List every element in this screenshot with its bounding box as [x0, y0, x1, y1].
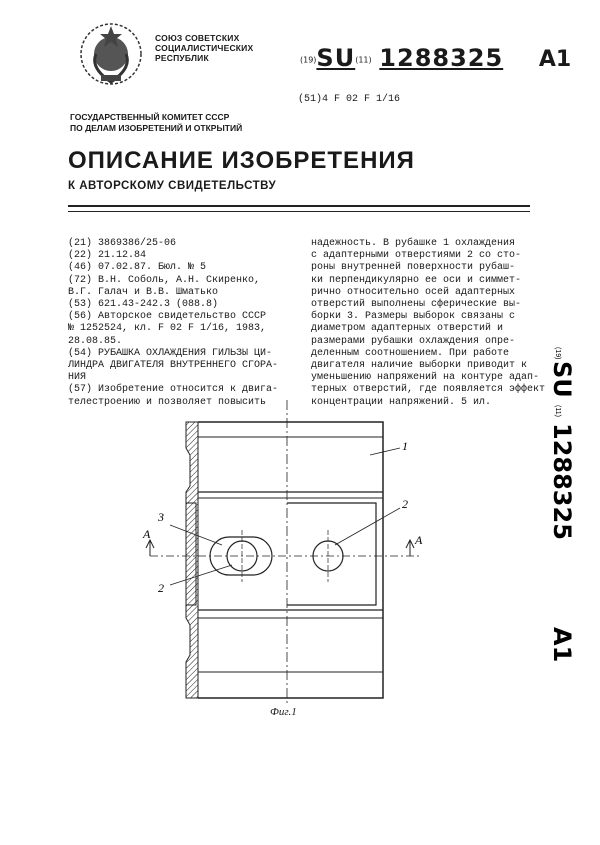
abstract-line: с адаптерными отверстиями 2 со сто-	[311, 250, 522, 262]
abstract-line: ки перпендикулярно ее оси и симмет-	[311, 274, 522, 286]
abstract-line: отверстий выполнены сферические вы-	[311, 299, 522, 311]
divider	[68, 205, 530, 207]
committee-name	[70, 112, 242, 134]
ipc-class: (51)4 F 02 F 1/16	[298, 94, 401, 105]
biblio-line: (22) 21.12.84	[68, 250, 147, 262]
figure-1-drawing	[135, 400, 435, 730]
biblio-line: ЛИНДРА ДВИГАТЕЛЯ ВНУТРЕННЕГО СГОРА-	[68, 360, 279, 372]
side-code-11: (11)	[554, 405, 561, 417]
union-line: СОЮЗ СОВЕТСКИХ	[155, 33, 240, 43]
abstract-line: концентрации напряжений. 5 ил.	[311, 396, 492, 408]
side-country: SU	[548, 361, 576, 398]
abstract-line: терных отверстий, где появляется эффект	[311, 384, 546, 396]
side-kind: A1	[548, 627, 576, 663]
biblio-line: (56) Авторское свидетельство СССР	[68, 311, 267, 323]
biblio-line: (53) 621.43-242.3 (088.8)	[68, 299, 219, 311]
abstract-line: надежность. В рубашке 1 охлаждения	[311, 238, 516, 249]
union-name	[155, 33, 253, 63]
biblio-line: (46) 07.02.87. Бюл. № 5	[68, 262, 207, 274]
figure-caption: Фиг.1	[270, 706, 297, 718]
committee-line: ПО ДЕЛАМ ИЗОБРЕТЕНИЙ И ОТКРЫТИЙ	[70, 123, 243, 133]
abstract-line: уменьшению напряжений на контуре адап-	[311, 372, 540, 384]
biblio-line: 28.08.85.	[68, 335, 123, 347]
jacket-outline	[198, 422, 383, 698]
abstract-line: размерами рубашки охлаждения опре-	[311, 335, 516, 347]
abstract-text	[311, 238, 546, 409]
label-part-2-right: 2	[402, 497, 408, 511]
biblio-line: (57) Изобретение относится к двига-	[68, 384, 279, 396]
abstract-line: диаметром адаптерных отверстий и	[311, 323, 504, 335]
biblio-line: (72) В.Н. Соболь, А.Н. Скиренко,	[68, 274, 261, 286]
side-code-19: (19)	[554, 347, 561, 360]
code-11: (11)	[355, 55, 372, 65]
abstract-line: роны внутренней поверхности рубаш-	[311, 262, 516, 274]
biblio-line: № 1252524, кл. F 02 F 1/16, 1983,	[68, 323, 267, 335]
publication-number	[300, 44, 571, 72]
abstract-line: двигателя наличие выборки приводит к	[311, 360, 528, 372]
union-line: РЕСПУБЛИК	[155, 53, 209, 63]
code-19: (19)	[300, 55, 317, 65]
label-part-1: 1	[402, 439, 408, 453]
document-title: ОПИСАНИЕ ИЗОБРЕТЕНИЯ	[68, 147, 415, 174]
abstract-line: рично относительно осей адаптерных	[311, 286, 516, 298]
divider	[68, 211, 530, 212]
biblio-line: В.Г. Галач и В.В. Шматько	[68, 286, 219, 298]
label-part-3: 3	[158, 510, 164, 524]
bibliographic-data	[68, 238, 288, 409]
patent-number: 1288325	[379, 44, 504, 72]
side-patent-number	[548, 345, 578, 675]
country-code: SU	[316, 44, 356, 72]
label-section-right: A	[415, 533, 423, 547]
ussr-emblem-icon	[78, 20, 144, 86]
biblio-line: телестроению и позволяет повысить	[68, 396, 267, 408]
biblio-line: НИЯ	[68, 372, 87, 384]
label-part-2-left: 2	[158, 581, 164, 595]
document-subtitle: К АВТОРСКОМУ СВИДЕТЕЛЬСТВУ	[68, 180, 277, 192]
kind-code: A1	[538, 47, 572, 72]
abstract-line: деленным соотношением. При работе	[311, 347, 510, 359]
union-line: СОЦИАЛИСТИЧЕСКИХ	[155, 43, 254, 53]
committee-line: ГОСУДАРСТВЕННЫЙ КОМИТЕТ СССР	[70, 112, 230, 122]
biblio-line: (21) 3869386/25-06	[68, 238, 177, 249]
abstract-line: борки 3. Размеры выборок связаны с	[311, 311, 516, 323]
biblio-line: (54) РУБАШКА ОХЛАЖДЕНИЯ ГИЛЬЗЫ ЦИ-	[68, 347, 273, 359]
label-section-left: A	[143, 527, 151, 541]
side-number: 1288325	[548, 423, 576, 540]
